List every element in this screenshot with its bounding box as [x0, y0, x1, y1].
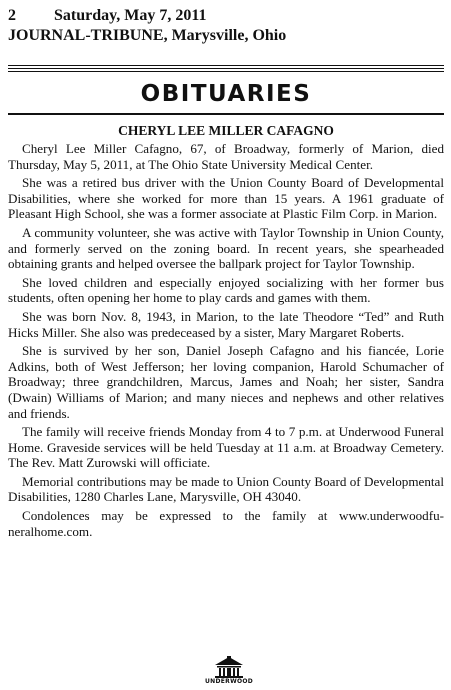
masthead-rule [8, 71, 444, 72]
obituary-paragraph: Memorial contributions may be made to Union County Board of Developmental Disabilities, 1280 Charles Lane, Marysville, OH 43040. [8, 473, 444, 505]
issue-date: Saturday, May 7, 2011 [54, 7, 207, 24]
obituary-paragraph: Condolences may be expressed to the family at www.underwoodfuneralhome.com. [8, 508, 444, 539]
obituary-paragraph: A community volunteer, she was active with Taylor Township in Union County, and formerly served on the zoning board. In recent years, she spearheaded obtaining grants and helped oversee the ballpark project for Taylor Township. [8, 224, 444, 272]
obituary-paragraph: The family will receive friends Monday from 4 to 7 p.m. at Underwood Funeral Home. Graveside services will be held Tuesday at 11 a.m. at Broadway Cemetery. The Rev. Matt Zurowski will officiate. [8, 424, 444, 471]
underwood-logo [205, 656, 253, 686]
obituary-paragraph: She was a retired bus driver with the Union County Board of Developmental Disabilities, where she worked for more than 15 years. A 1961 graduate of Pleasant High School, she was a former associate at Plastic Film Corp. in Marion. [8, 175, 444, 222]
obituary-article [8, 122, 444, 542]
section-title-rule [8, 113, 444, 115]
obituary-paragraph: She was born Nov. 8, 1943, in Marion, to the late Theodore “Ted” and Ruth Hicks Miller. She also was predeceased by a sister, Mary Margaret Roberts. [8, 308, 444, 340]
header-date-line [8, 6, 444, 26]
funeral-home-building-icon [212, 656, 246, 678]
logo-text: UNDERWOOD [205, 678, 254, 685]
section-title: OBITUARIES [140, 81, 312, 107]
obituary-paragraph: She loved children and especially enjoyed socializing with her former bus students, often opening her home to play cards and games with them. [8, 274, 444, 306]
obituary-name: CHERYL LEE MILLER CAFAGNO [118, 123, 334, 138]
page-number: 2 [8, 7, 16, 24]
obituary-paragraph: Cheryl Lee Miller Cafagno, 67, of Broadway, formerly of Marion, died Thursday, May 5, 2011, at The Ohio State University Medical Center. [8, 141, 444, 172]
publication-name: JOURNAL-TRIBUNE, Marysville, Ohio [8, 27, 287, 44]
page-header [8, 6, 444, 46]
masthead-rule [8, 65, 444, 66]
masthead-rule [8, 68, 444, 69]
obituary-paragraph: She is survived by her son, Daniel Joseph Cafagno and his fiancée, Lorie Adkins, both of West Jefferson; her loving companion, Harold Schumacher of Broadway; three grandchildren, Marcus, James and Noah; her sister, Sandra (Dwain) Williams of Marion; and many nieces and nephews and other relatives and friends. [8, 343, 444, 421]
